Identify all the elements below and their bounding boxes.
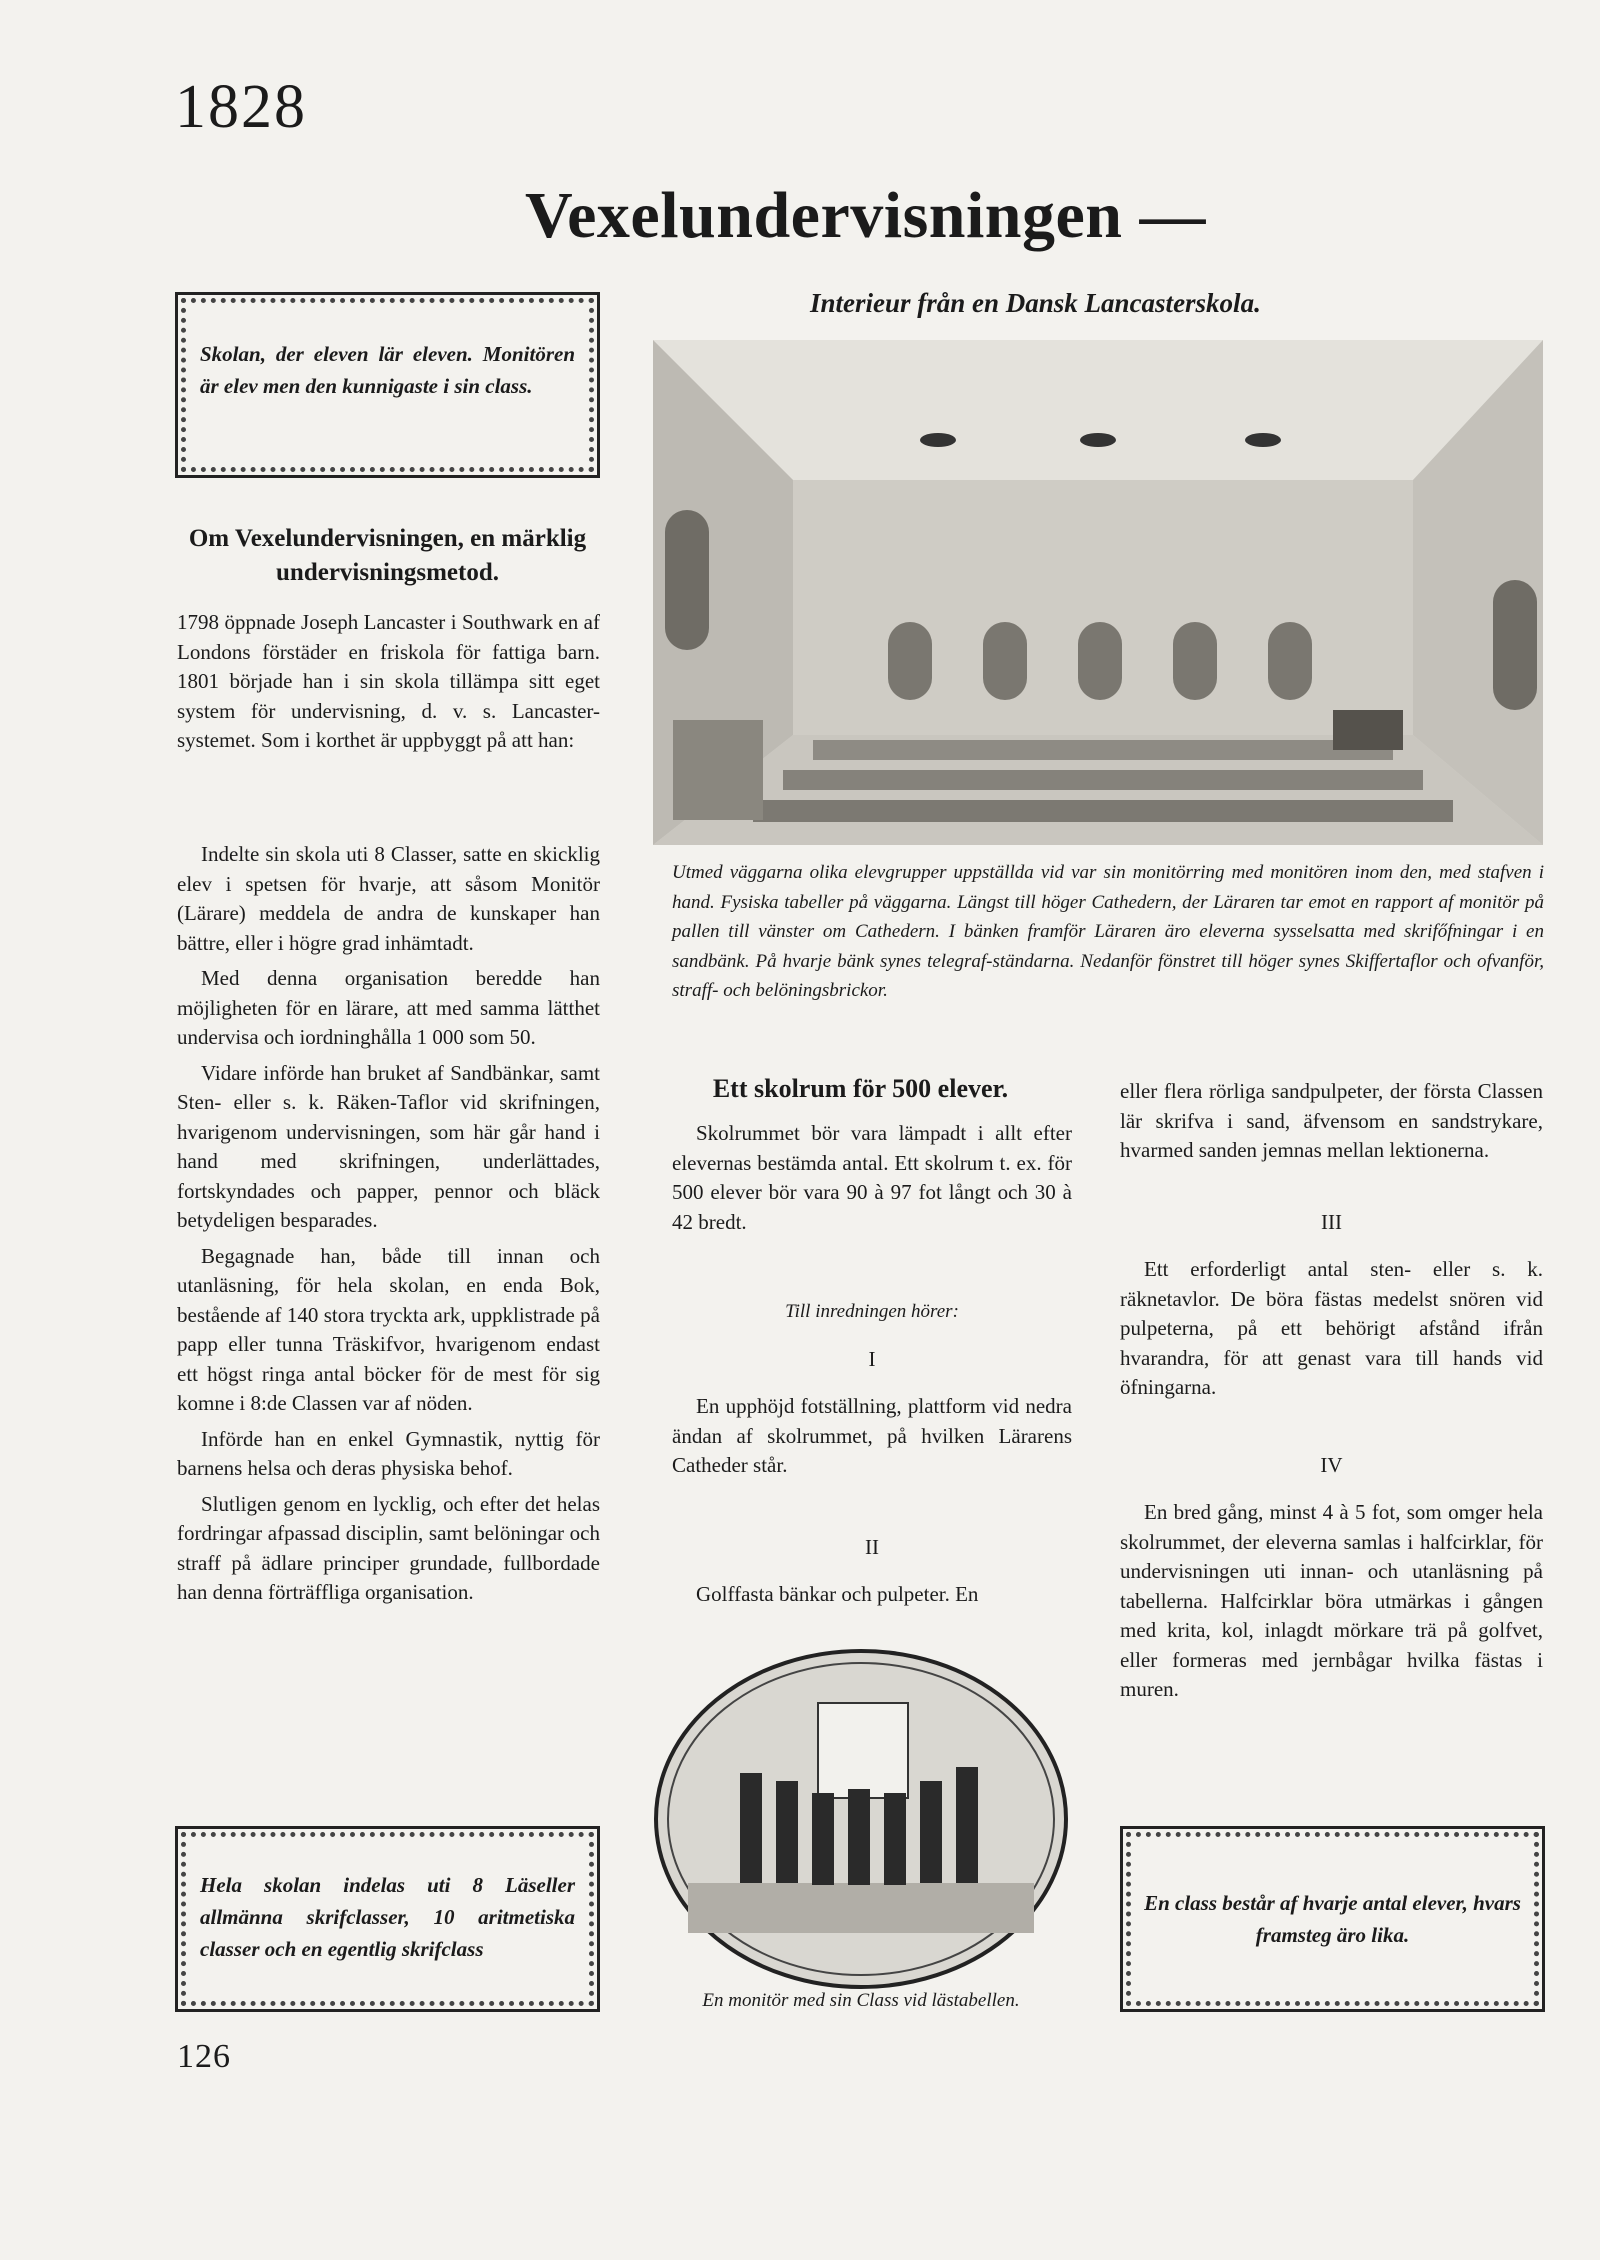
item-number: I <box>868 1346 876 1371</box>
quote-box-bottom-left-text: Hela skolan indelas uti 8 Läseller allmänna skrifclasser, 10 aritmetiska classer och en egentlig skrifclass <box>200 1873 575 1961</box>
mid-intro: Skolrummet bör vara lämpadt i allt efter elevernas bestämda antal. Ett skolrum t. ex. för 500 elever bör vara 90 à 97 fot långt och 30 à 42 bredt. <box>672 1121 1072 1234</box>
intro-paragraph <box>177 608 600 756</box>
left-column <box>177 840 600 1608</box>
quote-box-bottom-right-text: En class består af hvarje antal elever, hvars framsteg äro lika. <box>1144 1891 1521 1947</box>
quote-box-bottom-right <box>1120 1826 1545 2012</box>
item-number: IV <box>1320 1452 1343 1477</box>
body-paragraph: Slutligen genom en lycklig, och efter det helas fordringar afpassad disciplin, samt belöningar och straff på ädlare principer grundade, fullbordade han denna förträffliga organisation. <box>177 1491 600 1604</box>
section-heading-left: Om Vexelundervisningen, en märklig undervisningsmetod. <box>188 525 587 586</box>
image-title: Interieur från en Dansk Lancasterskola. <box>810 288 1261 318</box>
item-text: En bred gång, minst 4 à 5 fot, som omger hela skolrummet, der eleverna samlas i halfcirklar, för undervisningen uti innan- och utanläsning på tabellerna. Halfcirklar böra utmärkas i gången med krita, kol, inlagdt mörkare trä på golfvet, eller formeras med jernbågar hvilka fästas i muren. <box>1120 1500 1543 1701</box>
quote-box-top <box>175 292 600 478</box>
quote-box-bottom-left <box>175 1826 600 2012</box>
section-heading-mid: Ett skolrum för 500 elever. <box>712 1074 1009 1103</box>
body-paragraph: Införde han en enkel Gymnastik, nyttig för barnens helsa och deras physiska behof. <box>177 1426 600 1480</box>
classroom-illustration <box>653 340 1543 845</box>
page-number: 126 <box>177 2038 231 2075</box>
body-paragraph: Med denna organisation beredde han möjligheten för en lärare, att med samma lätthet undervisa och iordninghålla 1 000 som 50. <box>177 966 600 1049</box>
middle-column <box>672 1119 1072 1610</box>
item-number: II <box>865 1534 879 1559</box>
body-paragraph: Begagnade han, både till innan och utanläsning, för hela skolan, en enda Bok, bestående af 140 stora tryckta ark, uppklistrade på papp eller tunna Träskifvor, hvarigenom endast ett högst ringa antal böcker för de mest för sig komne i 8:de Classen var af nöden. <box>177 1243 600 1415</box>
monitor-class-engraving <box>648 1643 1074 1995</box>
intro-text: 1798 öppnade Joseph Lancaster i Southwark en af Londons förstäder en friskola för fattiga barn. 1801 började han i sin skola tillämpa sitt eget system för undervisning, d. v. s. Lancaster-systemet. Som i korthet är uppbyggt på att han: <box>177 610 600 752</box>
right-column <box>1120 1077 1543 1705</box>
right-continuation: eller flera rörliga sandpulpeter, der första Classen lär skrifva i sand, äfvensom en sandstrykare, hvarmed sanden jemnas mellan lektionerna. <box>1120 1079 1543 1162</box>
item-text: En upphöjd fotställning, plattform vid nedra ändan af skolrummet, på hvilken Lärarens Catheder står. <box>672 1394 1072 1477</box>
item-text: Golffasta bänkar och pulpeter. En <box>696 1582 979 1606</box>
list-heading: Till inredningen hörer: <box>785 1301 959 1322</box>
illustration-caption: Utmed väggarna olika elevgrupper uppställda vid var sin monitörring med monitören inom den, med stafven i hand. Fysiska tabeller på väggarna. Längst till höger Cathedern, der Läraren tar emot en rapport af monitör på pallen till vänster om Cathedern. I bänken framför Läraren äro eleverna sysselsatta med skrifőfningar i en sandbänk. På hvarje bänk synes telegraf-ständarna. Nedanför fönstret till höger synes Skiffertaflor och ofvanför, straff- och belöningsbrickor. <box>672 862 1544 1001</box>
engraving-caption: En monitör med sin Class vid lästabellen. <box>702 1990 1020 2011</box>
quote-box-top-text: Skolan, der eleven lär eleven. Monitören är elev men den kunnigaste i sin class. <box>200 342 575 398</box>
body-paragraph: Indelte sin skola uti 8 Classer, satte en skicklig elev i spetsen för hvarje, att såsom Monitör (Lärare) meddela de andra de kunskaper han bättre, eller i högre grad inhämtadt. <box>177 842 600 955</box>
body-paragraph: Vidare införde han bruket af Sandbänkar, samt Sten- eller s. k. Räken-Taflor vid skrifningen, hvarigenom undervisningen, som här går hand i hand med skrifningen, underlättades, fortskyndades och papper, pennor och bläck betydeligen besparades. <box>177 1060 600 1232</box>
item-number: III <box>1321 1209 1342 1234</box>
page-year: 1828 <box>175 73 307 141</box>
page-title: Vexelundervisningen — <box>525 179 1207 252</box>
item-text: Ett erforderligt antal sten- eller s. k. räknetavlor. De böra fästas medelst snören vid pulpeterna, på ett behörigt afstånd ifrån hvarandra, för att genast vara till hands vid öfningarna. <box>1120 1257 1543 1399</box>
